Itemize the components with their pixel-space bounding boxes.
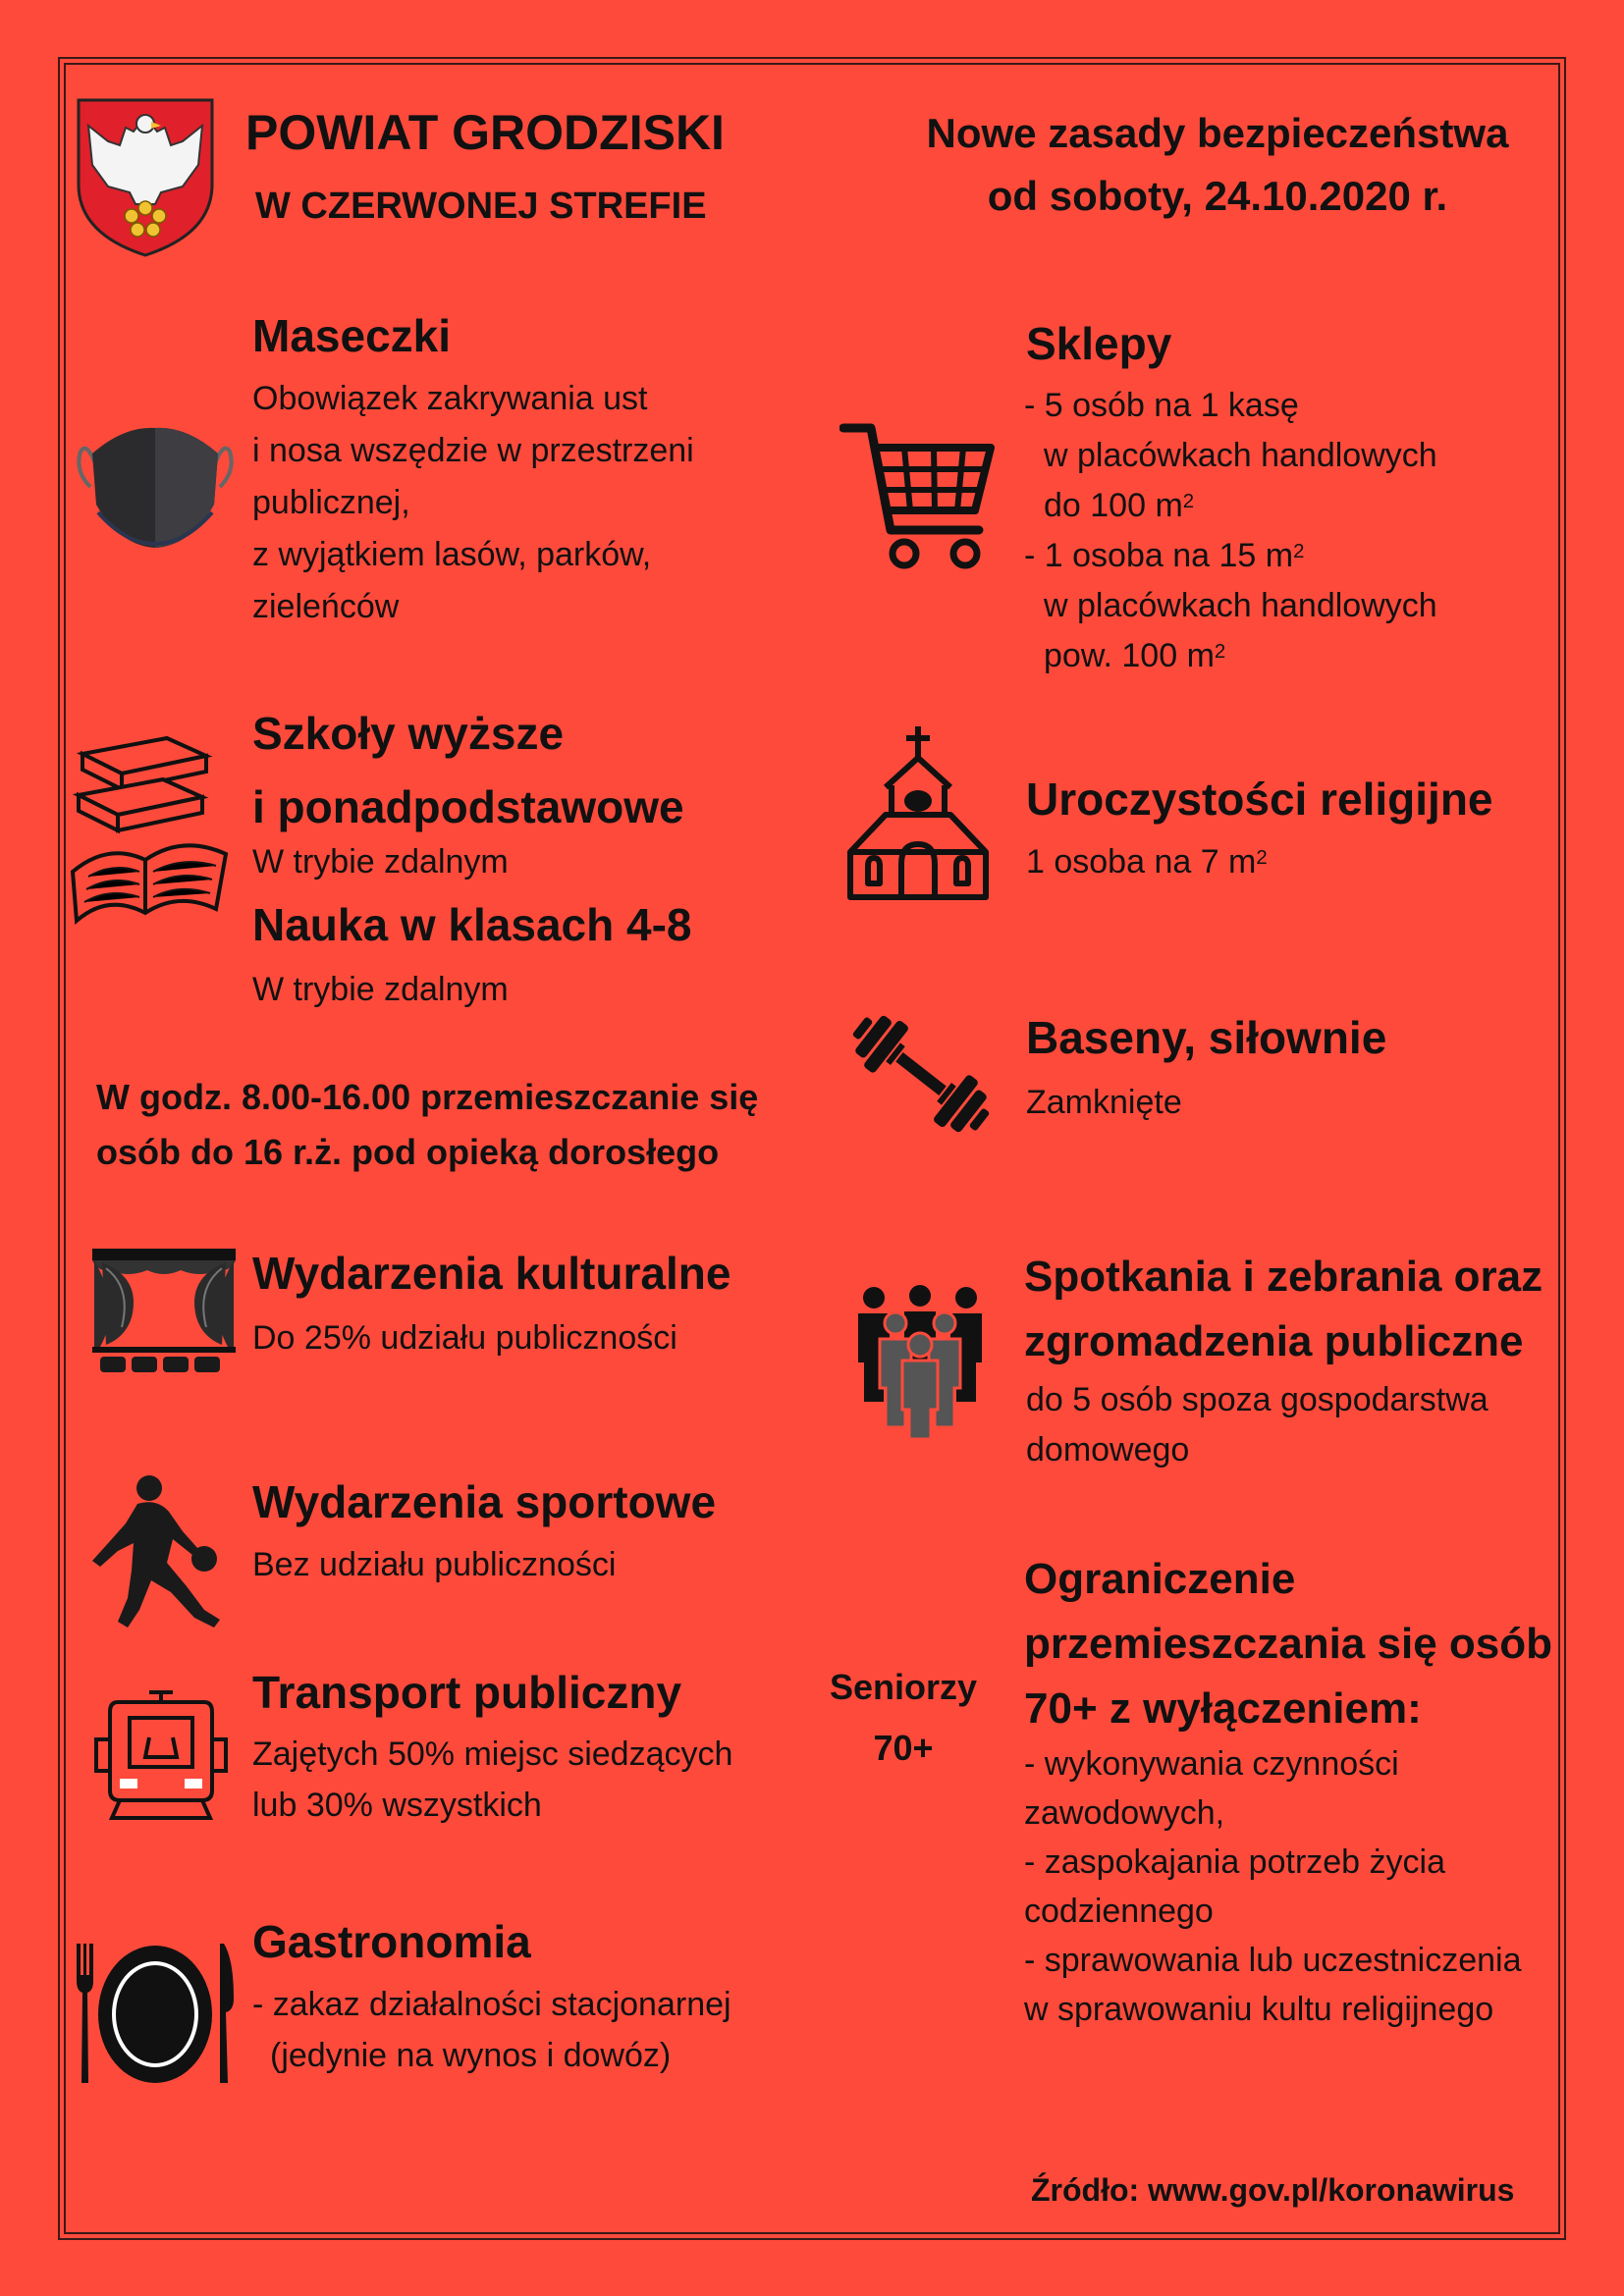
minors-notice (96, 1070, 758, 1180)
schools-title-line: Szkoły wyższe (252, 708, 565, 759)
meetings-title-line: Spotkania i zebrania oraz (1024, 1253, 1543, 1301)
train-icon (90, 1688, 232, 1822)
shops-line: - 1 osoba na 15 $m^2$ (1024, 537, 1305, 574)
masks-line: i nosa wszędzie w przestrzeni (252, 432, 694, 469)
minors-line: osób do 16 r.ż. pod opieką dorosłego (96, 1132, 720, 1172)
sports-text: Bez udziału publiczności (252, 1546, 617, 1583)
transport-title: Transport publiczny (252, 1667, 682, 1718)
shops-line: w placówkach handlowych (1044, 587, 1437, 624)
seniors-line: - wykonywania czynności (1024, 1745, 1399, 1783)
culture-text: Do 25% udziału publiczności (252, 1319, 677, 1357)
gastronomy-text (252, 1979, 731, 2081)
face-mask-icon (77, 422, 234, 550)
classes-text: W trybie zdalnym (252, 971, 509, 1008)
seniors-title-line: 70+ z wyłączeniem: (1024, 1684, 1422, 1733)
religion-title: Uroczystości religijne (1026, 774, 1493, 825)
seniors-title (1024, 1547, 1552, 1741)
church-icon (844, 724, 992, 901)
meetings-line: do 5 osób spoza gospodarstwa (1026, 1381, 1489, 1418)
gyms-text: Zamknięte (1026, 1084, 1182, 1121)
schools-title-line: i ponadpodstawowe (252, 781, 684, 832)
rules-date: od soboty, 24.10.2020 r. (987, 173, 1448, 219)
shops-line: - 5 osób na 1 kasę (1024, 387, 1299, 424)
seniors-title-line: przemieszczania się osób (1024, 1620, 1552, 1668)
theater-stage-icon (92, 1249, 236, 1374)
transport-line: Zajętych 50% miejsc siedzących (252, 1735, 733, 1773)
dumbbell-icon (842, 1005, 1000, 1143)
plate-cutlery-icon (73, 1940, 240, 2087)
meetings-line: domowego (1026, 1431, 1190, 1468)
schools-text: W trybie zdalnym (252, 843, 509, 881)
source-footer: Źródło: www.gov.pl/koronawirus (1031, 2172, 1515, 2208)
meetings-text (1026, 1375, 1489, 1475)
meetings-title-line: zgromadzenia publiczne (1024, 1317, 1524, 1365)
masks-line: publicznej, (252, 484, 410, 521)
seniors-line: zawodowych, (1024, 1794, 1225, 1832)
gastronomy-line: - zakaz działalności stacjonarnej (252, 1986, 731, 2023)
rules-heading-line1: Nowe zasady bezpieczeństwa (926, 110, 1509, 156)
seniors-title-line: Ograniczenie (1024, 1555, 1296, 1603)
county-title: POWIAT GRODZISKI (245, 105, 725, 160)
meetings-title (1024, 1245, 1543, 1374)
masks-line: Obowiązek zakrywania ust (252, 380, 648, 417)
red-zone-subtitle: W CZERWONEJ STREFIE (255, 186, 707, 227)
seniors-line: - zaspokajania potrzeb życia (1024, 1843, 1446, 1881)
shopping-cart-icon (839, 420, 997, 572)
seniors-label-line: Seniorzy (829, 1667, 978, 1707)
gastronomy-line: (jedynie na wynos i dowóz) (270, 2037, 672, 2074)
transport-line: lub 30% wszystkich (252, 1787, 542, 1824)
rules-heading (874, 102, 1561, 228)
shops-line: w placówkach handlowych (1044, 437, 1437, 474)
seniors-line: codziennego (1024, 1893, 1214, 1930)
transport-text (252, 1729, 732, 1831)
coat-of-arms-icon (75, 96, 216, 258)
seniors-line: w sprawowaniu kultu religijnego (1024, 1991, 1494, 2028)
classes-title: Nauka w klasach 4-8 (252, 899, 692, 950)
sports-title: Wydarzenia sportowe (252, 1476, 717, 1527)
masks-line: zieleńców (252, 588, 400, 625)
shops-line: pow. 100 $m^2$ (1044, 637, 1226, 674)
shops-title: Sklepy (1026, 318, 1172, 369)
seniors-line: - sprawowania lub uczestniczenia (1024, 1942, 1522, 1979)
seniors-label-line: 70+ (873, 1728, 934, 1768)
masks-line: z wyjątkiem lasów, parków, (252, 536, 652, 573)
schools-title (252, 697, 684, 844)
religion-text: 1 osoba na 7 $m^2$ (1026, 843, 1268, 881)
shops-line: do 100 $m^2$ (1044, 487, 1195, 524)
masks-title: Maseczki (252, 310, 452, 361)
shops-text (1024, 381, 1437, 681)
culture-title: Wydarzenia kulturalne (252, 1248, 731, 1299)
books-icon (69, 734, 236, 926)
gyms-title: Baseny, siłownie (1026, 1012, 1387, 1063)
minors-line: W godz. 8.00-16.00 przemieszczanie się (96, 1077, 759, 1117)
seniors-label (805, 1657, 1001, 1779)
gastronomy-title: Gastronomia (252, 1916, 531, 1967)
seniors-text (1024, 1739, 1521, 2034)
crowd-icon (846, 1284, 994, 1441)
masks-text (252, 373, 694, 633)
basketball-player-icon (88, 1472, 226, 1629)
